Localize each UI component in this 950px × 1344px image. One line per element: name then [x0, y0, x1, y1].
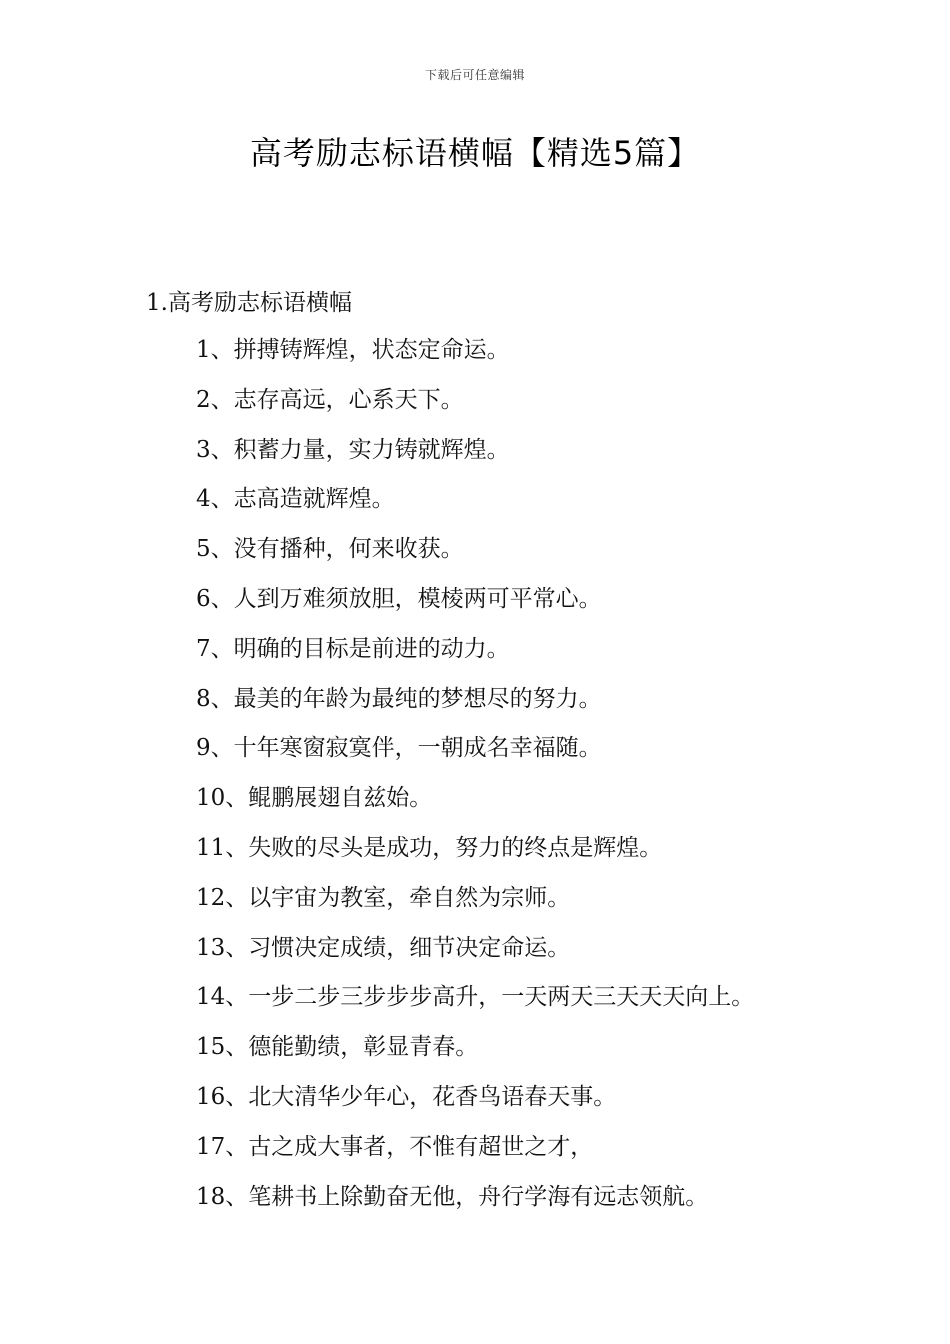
slogan-item: 12、以宇宙为教室，牵自然为宗师。 — [196, 884, 571, 911]
slogan-item: 6、人到万难须放胆，模棱两可平常心。 — [196, 585, 602, 612]
slogan-item: 8、最美的年龄为最纯的梦想尽的努力。 — [196, 685, 602, 712]
header-note: 下载后可任意编辑 — [424, 68, 525, 82]
slogan-item: 1、拼搏铸辉煌，状态定命运。 — [196, 337, 510, 363]
slogan-item: 4、志高造就辉煌。 — [196, 486, 395, 513]
document-title: 高考励志标语横幅【精选5篇】 — [249, 134, 701, 172]
slogan-item: 14、一步二步三步步步高升，一天两天三天天天向上。 — [196, 984, 755, 1011]
slogan-item: 3、积蓄力量，实力铸就辉煌。 — [196, 436, 510, 463]
slogan-item: 7、明确的目标是前进的动力。 — [196, 635, 510, 662]
slogan-list — [196, 335, 754, 1231]
slogan-item: 9、十年寒窗寂寞伴，一朝成名幸福随。 — [196, 735, 602, 762]
slogan-item: 17、古之成大事者，不惟有超世之才， — [196, 1133, 594, 1160]
slogan-item: 11、失败的尽头是成功，努力的终点是辉煌。 — [196, 834, 663, 861]
slogan-item: 15、德能勤绩，彰显青春。 — [196, 1034, 479, 1061]
slogan-item: 5、没有播种，何来收获。 — [196, 536, 464, 563]
slogan-item: 18、笔耕书上除勤奋无他，舟行学海有远志领航。 — [196, 1183, 709, 1210]
slogan-item: 16、北大清华少年心，花香鸟语春天事。 — [196, 1083, 617, 1110]
slogan-item: 13、习惯决定成绩，细节决定命运。 — [196, 934, 571, 961]
slogan-item: 2、志存高远，心系天下。 — [196, 386, 464, 413]
section-heading: 1.高考励志标语横幅 — [146, 290, 352, 316]
slogan-item: 10、鲲鹏展翅自兹始。 — [196, 785, 433, 812]
